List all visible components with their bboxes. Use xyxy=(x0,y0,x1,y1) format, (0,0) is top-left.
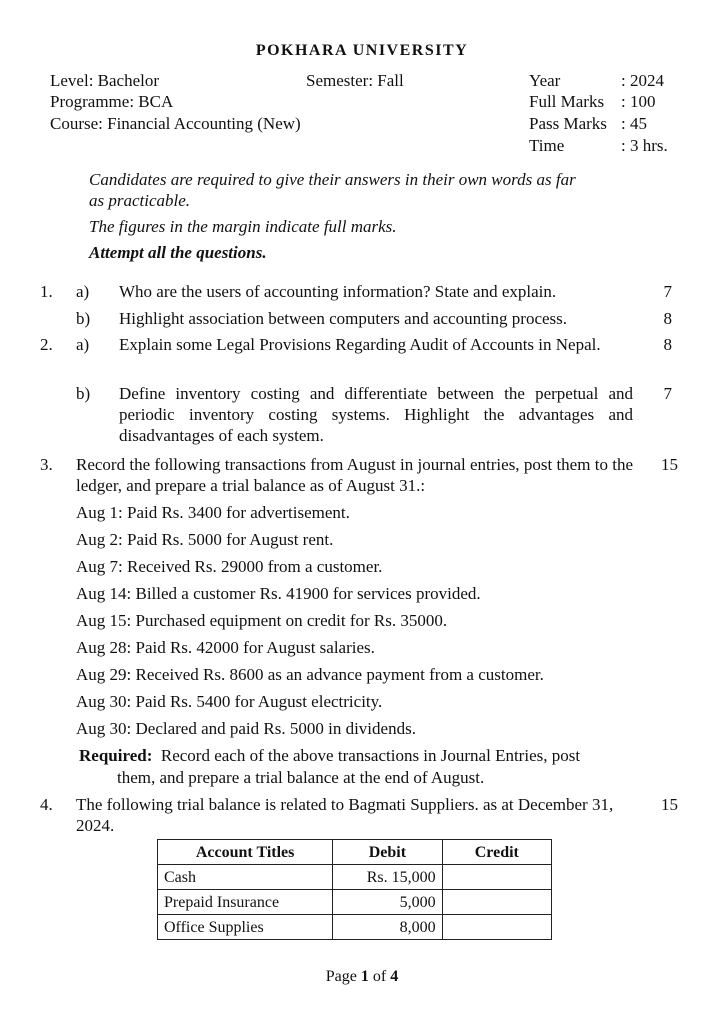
level-text: Level: Bachelor xyxy=(50,71,160,90)
question-2a-marks: 8 xyxy=(663,335,672,354)
required-line-1: Required: Record each of the above transactions in Journal Entries, post xyxy=(79,746,581,765)
question-1b-marks: 8 xyxy=(663,309,672,328)
meta-pass-marks: Pass Marks : 45 xyxy=(529,114,647,133)
header-debit: Debit xyxy=(333,840,442,865)
question-3-marks: 15 xyxy=(661,455,678,474)
account-title-cell: Prepaid Insurance xyxy=(158,890,333,915)
table-header-row xyxy=(158,840,552,865)
required-line-2: them, and prepare a trial balance at the end of August. xyxy=(117,768,485,787)
question-2a-text: Explain some Legal Provisions Regarding Audit of Accounts in Nepal. xyxy=(119,335,601,354)
question-1b-label: b) xyxy=(76,309,91,328)
question-4-marks: 15 xyxy=(661,795,678,814)
transaction-item: Aug 15: Purchased equipment on credit for Rs. 35000. xyxy=(76,611,448,630)
transaction-item: Aug 1: Paid Rs. 3400 for advertisement. xyxy=(76,503,350,522)
credit-cell xyxy=(442,890,551,915)
question-1a-marks: 7 xyxy=(663,282,672,301)
trial-balance-table xyxy=(157,839,552,940)
credit-cell xyxy=(442,865,551,890)
table-row xyxy=(158,915,552,940)
meta-year: Year : 2024 xyxy=(529,71,664,90)
instruction-line-4: Attempt all the questions. xyxy=(89,243,267,262)
transaction-item: Aug 28: Paid Rs. 42000 for August salaries. xyxy=(76,638,375,657)
question-4-number: 4. xyxy=(40,795,53,814)
debit-cell: Rs. 15,000 xyxy=(333,865,442,890)
question-1a-label: a) xyxy=(76,282,90,301)
instruction-line-2: as practicable. xyxy=(89,191,191,210)
meta-time: Time : 3 hrs. xyxy=(529,136,668,155)
question-1b-text: Highlight association between computers and accounting process. xyxy=(119,309,568,328)
account-title-cell: Office Supplies xyxy=(158,915,333,940)
question-4-text: The following trial balance is related to Bagmati Suppliers. as at December 31, 2024. xyxy=(76,795,614,835)
question-1-number: 1. xyxy=(40,282,53,301)
transaction-item: Aug 7: Received Rs. 29000 from a customer. xyxy=(76,557,383,576)
header-credit: Credit xyxy=(442,840,551,865)
instruction-line-1: Candidates are required to give their answers in their own words as far xyxy=(89,170,576,189)
instruction-line-3: The figures in the margin indicate full marks. xyxy=(89,217,397,236)
transaction-item: Aug 30: Paid Rs. 5400 for August electricity. xyxy=(76,692,383,711)
current-page: 1 xyxy=(360,968,369,985)
question-2b-text: Define inventory costing and differentiate between the perpetual and periodic inventory costing systems. Highlight the advantages and disadvantages of each system. xyxy=(119,384,633,445)
transaction-item: Aug 14: Billed a customer Rs. 41900 for services provided. xyxy=(76,584,481,603)
transaction-item: Aug 29: Received Rs. 8600 as an advance payment from a customer. xyxy=(76,665,544,684)
account-title-cell: Cash xyxy=(158,865,333,890)
question-2a-label: a) xyxy=(76,335,90,354)
university-title: POKHARA UNIVERSITY xyxy=(255,42,469,59)
meta-full-marks: Full Marks : 100 xyxy=(529,92,656,111)
table-row xyxy=(158,865,552,890)
course-text: Course: Financial Accounting (New) xyxy=(50,114,301,133)
semester-text: Semester: Fall xyxy=(306,71,404,90)
question-2b-label: b) xyxy=(76,384,91,403)
debit-cell: 5,000 xyxy=(333,890,442,915)
credit-cell xyxy=(442,915,551,940)
question-3-text: Record the following transactions from August in journal entries, post them to the ledger, and prepare a trial balance as of August 31.: xyxy=(76,455,633,495)
debit-cell: 8,000 xyxy=(333,915,442,940)
table-row xyxy=(158,890,552,915)
transaction-item: Aug 30: Declared and paid Rs. 5000 in dividends. xyxy=(76,719,416,738)
total-pages: 4 xyxy=(390,968,399,985)
page-indicator: Page 1 of 4 xyxy=(325,968,399,985)
question-3-number: 3. xyxy=(40,455,53,474)
question-2b-marks: 7 xyxy=(663,384,672,403)
header-account-titles: Account Titles xyxy=(158,840,333,865)
programme-text: Programme: BCA xyxy=(50,92,174,111)
question-2-number: 2. xyxy=(40,335,53,354)
transaction-item: Aug 2: Paid Rs. 5000 for August rent. xyxy=(76,530,334,549)
question-1a-text: Who are the users of accounting information? State and explain. xyxy=(119,282,557,301)
